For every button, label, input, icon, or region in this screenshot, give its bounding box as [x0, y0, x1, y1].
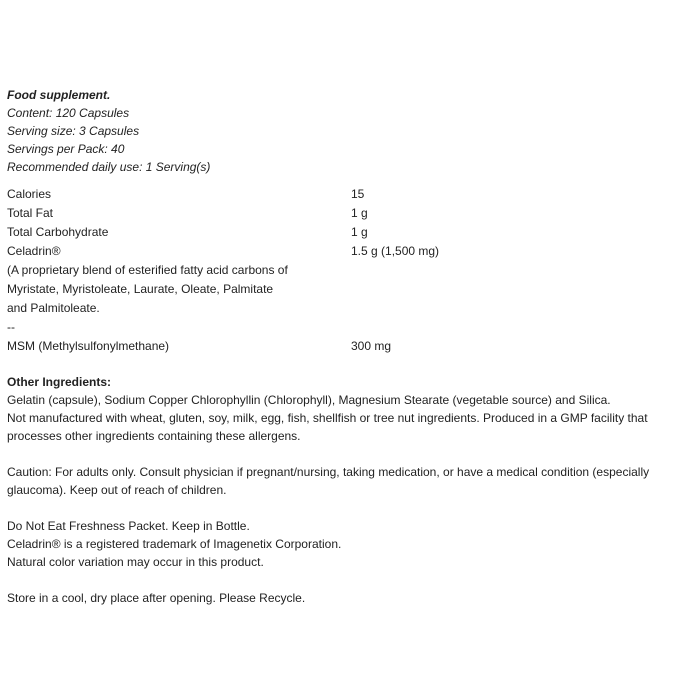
table-row	[7, 261, 683, 318]
celadrin-description-line: (A proprietary blend of esterified fatty acid carbons of	[7, 263, 288, 277]
table-row	[7, 242, 683, 261]
table-row	[7, 204, 683, 223]
note-line: Do Not Eat Freshness Packet. Keep in Bottle.	[7, 519, 250, 533]
other-ingredients-section	[7, 373, 683, 445]
other-ingredients-line: Not manufactured with wheat, gluten, soy, milk, egg, fish, shellfish or tree nut ingredients. Produced in a GMP facility that	[7, 411, 648, 425]
recommended-daily-use: Recommended daily use: 1 Serving(s)	[7, 160, 211, 174]
note-line: Natural color variation may occur in this product.	[7, 555, 264, 569]
serving-size: Serving size: 3 Capsules	[7, 124, 140, 138]
content-count: Content: 120 Capsules	[7, 106, 130, 120]
fact-value: 1.5 g (1,500 mg)	[351, 244, 440, 258]
fact-name: Total Fat	[7, 206, 54, 220]
caution-line: Caution: For adults only. Consult physician if pregnant/nursing, taking medication, or have a medical condition (especially	[7, 465, 650, 479]
product-info-document	[7, 86, 683, 607]
product-title: Food supplement.	[7, 88, 111, 102]
celadrin-description-line: and Palmitoleate.	[7, 301, 100, 315]
fact-name: Calories	[7, 187, 52, 201]
fact-name: Celadrin®	[7, 244, 61, 258]
fact-value: 15	[351, 187, 365, 201]
other-ingredients-line: Gelatin (capsule), Sodium Copper Chlorophyllin (Chlorophyll), Magnesium Stearate (vegetable source) and Silica.	[7, 393, 611, 407]
separator-text: --	[7, 320, 15, 334]
note-line: Celadrin® is a registered trademark of Imagenetix Corporation.	[7, 537, 342, 551]
caution-line: glaucoma). Keep out of reach of children.	[7, 483, 227, 497]
table-row	[7, 185, 683, 204]
notes-section	[7, 517, 683, 571]
celadrin-description	[7, 261, 351, 318]
table-row	[7, 318, 683, 337]
celadrin-description-line: Myristate, Myristoleate, Laurate, Oleate, Palmitate	[7, 282, 274, 296]
fact-value: 1 g	[351, 225, 368, 239]
storage-instructions: Store in a cool, dry place after opening. Please Recycle.	[7, 591, 306, 605]
table-row	[7, 223, 683, 242]
table-row	[7, 337, 683, 356]
fact-name: Total Carbohydrate	[7, 225, 109, 239]
nutrition-facts-table	[7, 185, 683, 356]
fact-value: 1 g	[351, 206, 368, 220]
other-ingredients-line: processes other ingredients containing these allergens.	[7, 429, 301, 443]
caution-section	[7, 463, 683, 499]
fact-name: MSM (Methylsulfonylmethane)	[7, 339, 170, 353]
fact-value: 300 mg	[351, 339, 392, 353]
other-ingredients-heading: Other Ingredients:	[7, 375, 112, 389]
servings-per-pack: Servings per Pack: 40	[7, 142, 125, 156]
